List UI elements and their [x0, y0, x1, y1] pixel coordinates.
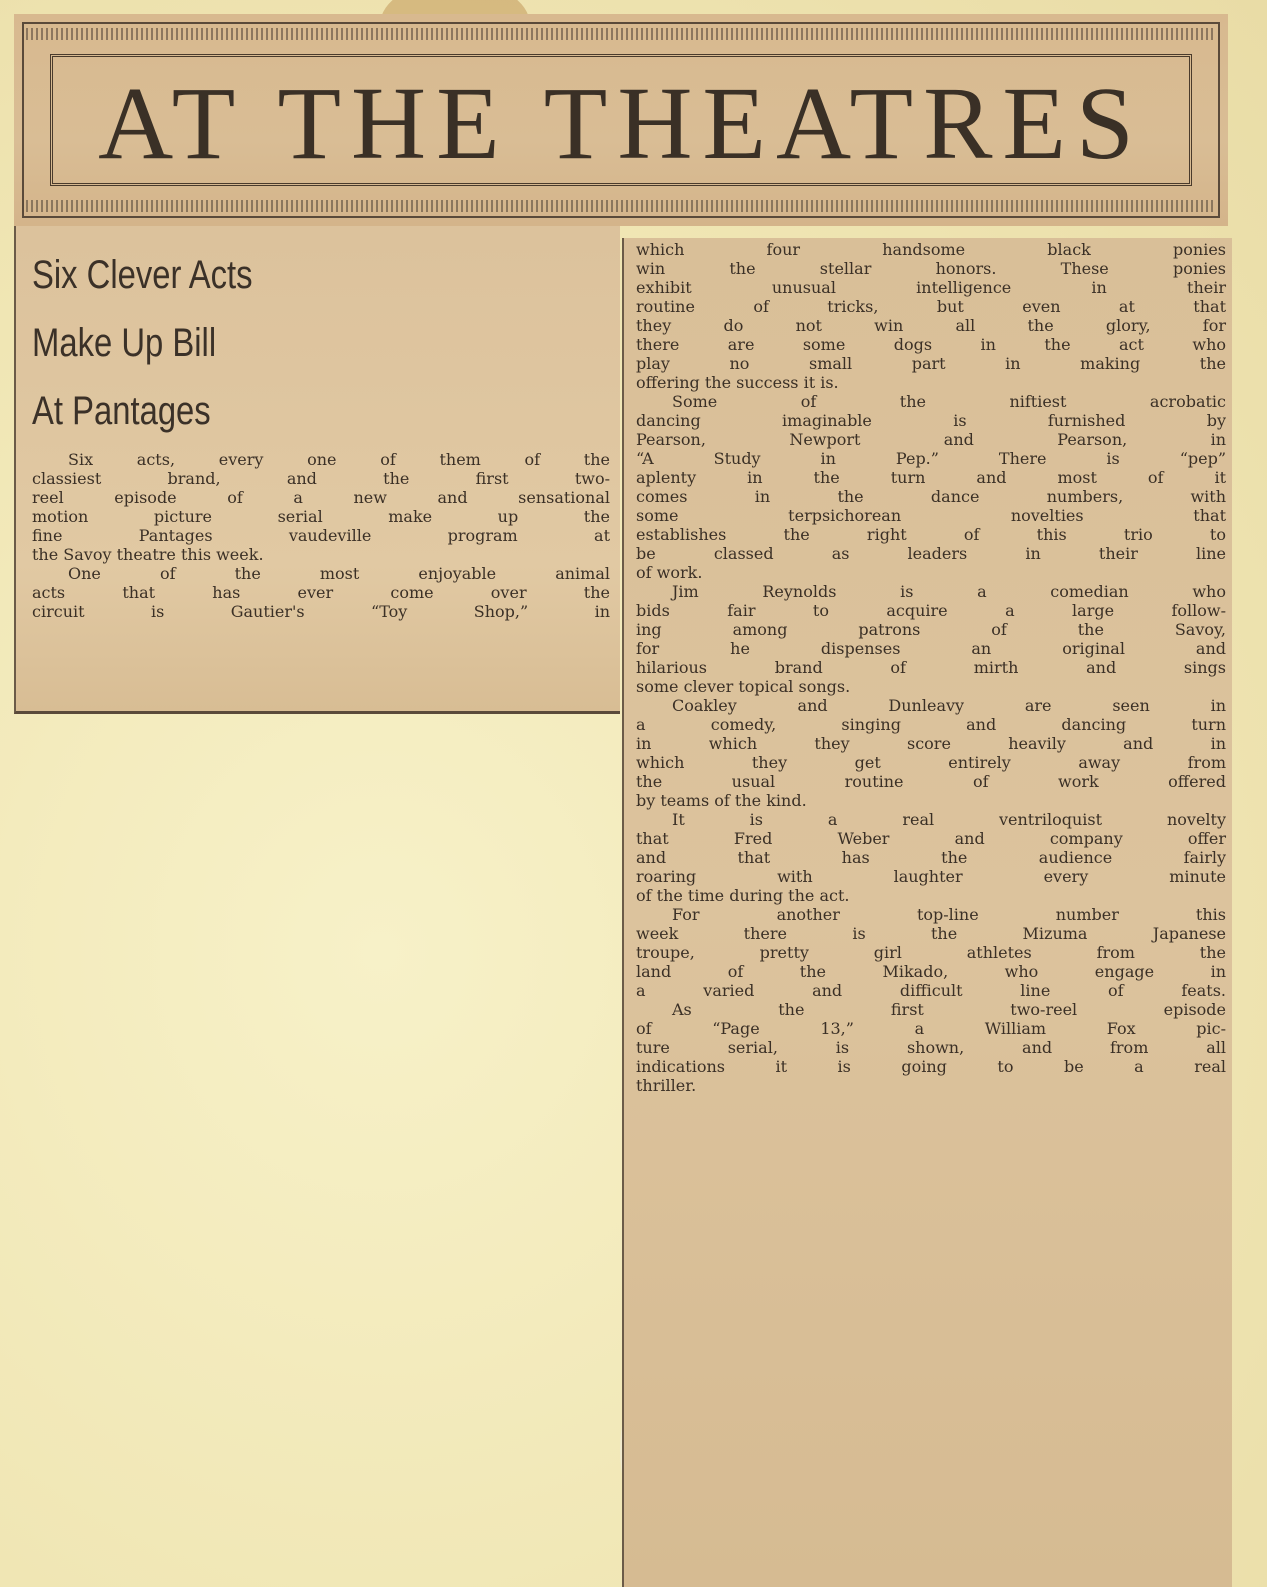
text-line: indications it is going to be a real — [636, 1057, 1226, 1076]
text-line: they do not win all the glory, for — [636, 316, 1226, 335]
text-line: a varied and difficult line of feats. — [636, 981, 1226, 1000]
text-line: a comedy, singing and dancing turn — [636, 715, 1226, 734]
text-line: which four handsome black ponies — [636, 240, 1226, 259]
headline-line: Six Clever Acts — [32, 253, 253, 297]
text-line: acts that has ever come over the — [32, 583, 610, 602]
text-line: As the first two-reel episode — [672, 1000, 1226, 1019]
text-line: Coakley and Dunleavy are seen in — [672, 696, 1226, 715]
text-line: the Savoy theatre this week. — [32, 545, 264, 564]
text-line: comes in the dance numbers, with — [636, 487, 1226, 506]
text-line: and that has the audience fairly — [636, 848, 1226, 867]
text-line: ing among patrons of the Savoy, — [636, 620, 1226, 639]
decorative-border — [26, 200, 1216, 212]
text-line: the usual routine of work offered — [636, 772, 1226, 791]
text-line: thriller. — [636, 1076, 697, 1095]
text-line: dancing imaginable is furnished by — [636, 411, 1226, 430]
text-line: that Fred Weber and company offer — [636, 829, 1226, 848]
text-line: some clever topical songs. — [636, 677, 851, 696]
text-line: reel episode of a new and sensational — [32, 488, 610, 507]
text-line: of “Page 13,” a William Fox pic- — [636, 1019, 1226, 1038]
text-line: For another top-line number this — [672, 905, 1226, 924]
left-body-text — [32, 450, 610, 621]
right-clipping — [622, 238, 1232, 1587]
text-line: It is a real ventriloquist novelty — [672, 810, 1226, 829]
text-line: bids fair to acquire a large follow- — [636, 601, 1226, 620]
masthead-banner — [14, 14, 1228, 226]
section-title: AT THE THEATRES — [98, 66, 1144, 181]
text-line: be classed as leaders in their line — [636, 544, 1226, 563]
text-line: Pearson, Newport and Pearson, in — [636, 430, 1226, 449]
text-line: by teams of the kind. — [636, 791, 807, 810]
text-line: Some of the niftiest acrobatic — [672, 392, 1226, 411]
text-line: One of the most enjoyable animal — [68, 564, 610, 583]
text-line: there are some dogs in the act who — [636, 335, 1226, 354]
text-line: ture serial, is shown, and from all — [636, 1038, 1226, 1057]
text-line: of work. — [636, 563, 703, 582]
text-line: fine Pantages vaudeville program at — [32, 526, 610, 545]
text-line: Jim Reynolds is a comedian who — [672, 582, 1226, 601]
text-line: win the stellar honors. These ponies — [636, 259, 1226, 278]
left-clipping — [14, 226, 620, 714]
text-line: hilarious brand of mirth and sings — [636, 658, 1226, 677]
text-line: roaring with laughter every minute — [636, 867, 1226, 886]
text-line: establishes the right of this trio to — [636, 525, 1226, 544]
text-line: land of the Mikado, who engage in — [636, 962, 1226, 981]
text-line: week there is the Mizuma Japanese — [636, 924, 1226, 943]
text-line: troupe, pretty girl athletes from the — [636, 943, 1226, 962]
text-line: circuit is Gautier's “Toy Shop,” in — [32, 602, 610, 621]
text-line: some terpsichorean novelties that — [636, 506, 1226, 525]
text-line: offering the success it is. — [636, 373, 839, 392]
text-line: play no small part in making the — [636, 354, 1226, 373]
text-line: exhibit unusual intelligence in their — [636, 278, 1226, 297]
text-line: aplenty in the turn and most of it — [636, 468, 1226, 487]
text-line: for he dispenses an original and — [636, 639, 1226, 658]
text-line: motion picture serial make up the — [32, 507, 610, 526]
text-line: Six acts, every one of them of the — [68, 450, 610, 469]
article-headline — [32, 246, 610, 440]
text-line: classiest brand, and the first two- — [32, 469, 610, 488]
text-line: routine of tricks, but even at that — [636, 297, 1226, 316]
text-line: of the time during the act. — [636, 886, 850, 905]
headline-line: Make Up Bill — [32, 321, 217, 365]
text-line: “A Study in Pep.” There is “pep” — [636, 449, 1226, 468]
text-line: which they get entirely away from — [636, 753, 1226, 772]
text-line: in which they score heavily and in — [636, 734, 1226, 753]
decorative-border — [26, 28, 1216, 40]
headline-line: At Pantages — [32, 389, 211, 433]
